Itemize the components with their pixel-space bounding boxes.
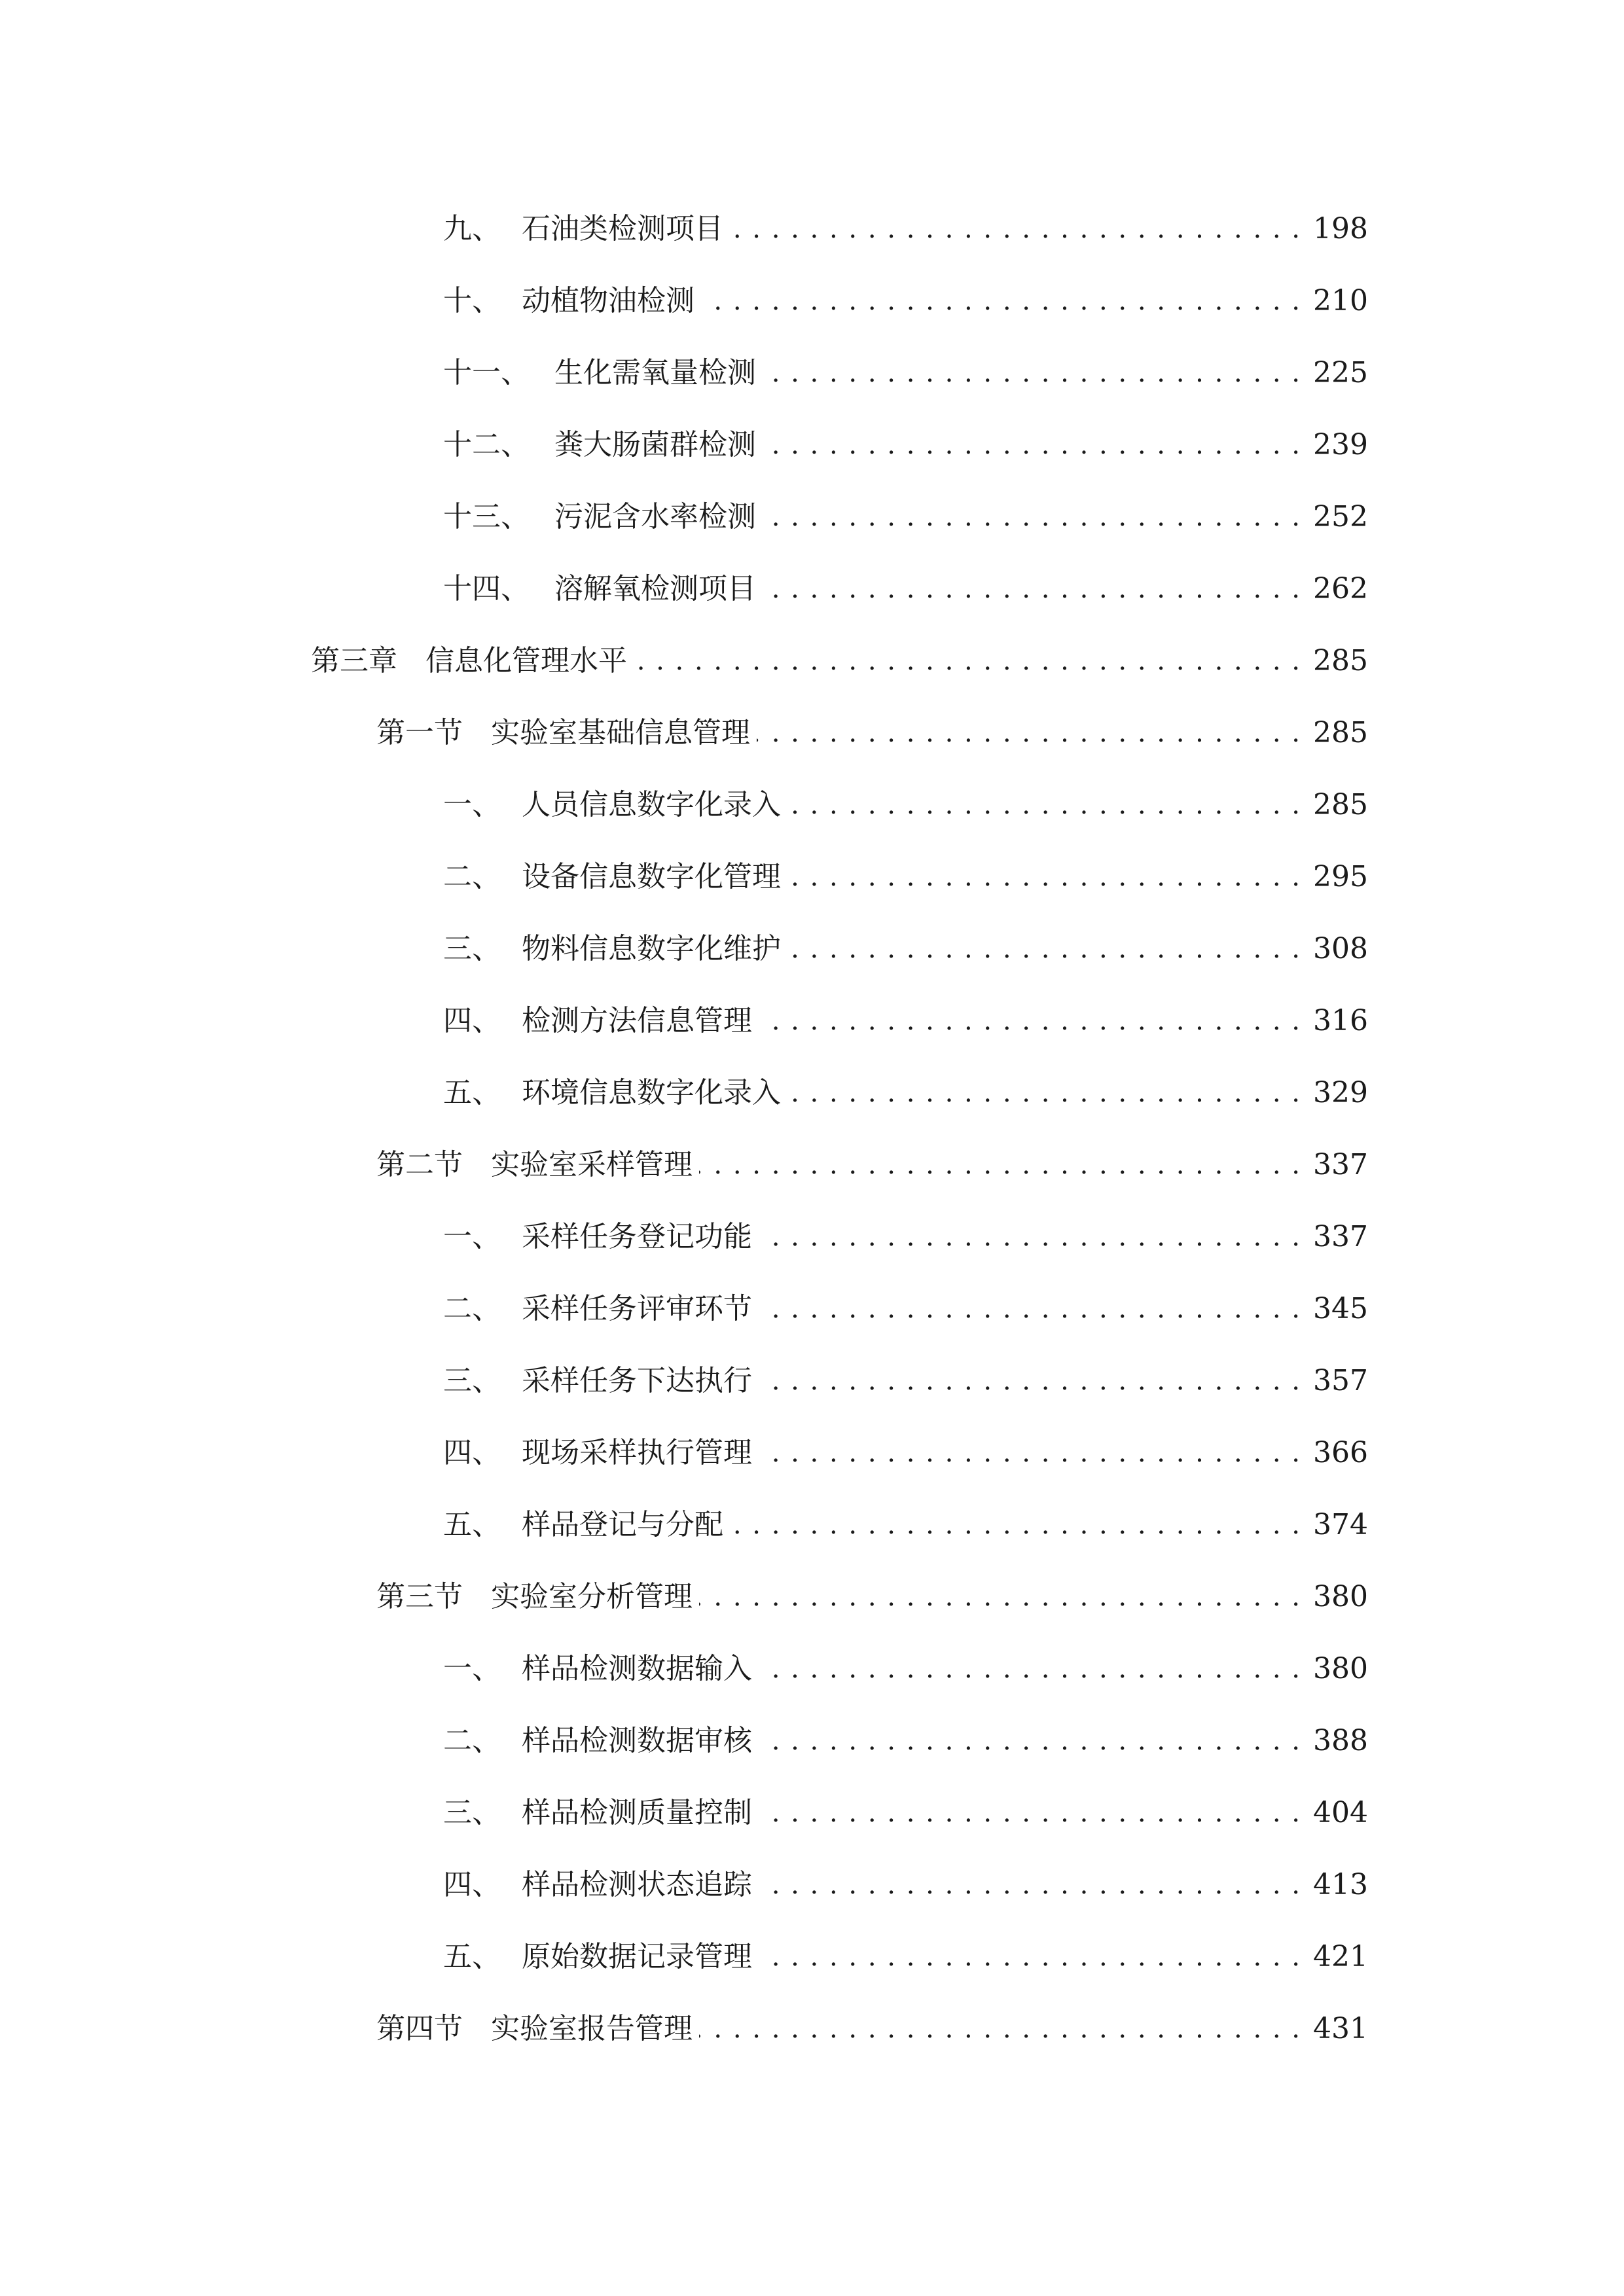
toc-entry-title: 实验室报告管理 [491, 2012, 693, 2045]
toc-entry-title: 样品检测数据审核 [522, 1724, 752, 1757]
toc-section-entry[interactable] [376, 1139, 1368, 1191]
toc-entry-title: 物料信息数字化维护 [522, 932, 781, 965]
toc-entry[interactable] [443, 1283, 1368, 1335]
toc-entry-page: 380 [1313, 1652, 1368, 1685]
toc-entry-number: 二、 [443, 860, 501, 893]
toc-entry-page: 285 [1313, 644, 1368, 677]
toc-entry-page: 285 [1313, 788, 1368, 821]
toc-entry-title: 信息化管理水平 [425, 644, 627, 677]
toc-entry-title: 设备信息数字化管理 [522, 860, 781, 893]
toc-entry-number: 十、 [443, 284, 501, 317]
toc-entry-number: 三、 [443, 1364, 501, 1397]
toc-entry-number: 五、 [443, 1508, 501, 1541]
toc-entry-page: 210 [1313, 284, 1368, 317]
toc-entry-number: 三、 [443, 1796, 501, 1829]
dot-leader [759, 1283, 1301, 1335]
toc-entry[interactable] [443, 1643, 1368, 1695]
toc-entry-title: 检测方法信息管理 [522, 1004, 752, 1037]
toc-entry-page: 388 [1313, 1724, 1368, 1757]
dot-leader [759, 1211, 1301, 1263]
toc-entry-page: 252 [1313, 500, 1368, 533]
dot-leader [759, 1355, 1301, 1407]
dot-leader [787, 1067, 1301, 1119]
toc-entry[interactable] [443, 419, 1368, 471]
toc-entry-title: 生化需氧量检测 [554, 356, 756, 389]
toc-entry-number: 第三章 [311, 644, 397, 677]
toc-entry-page: 225 [1313, 356, 1368, 389]
toc-entry-number: 五、 [443, 1940, 501, 1973]
toc-entry[interactable] [443, 1067, 1368, 1119]
toc-section-entry[interactable] [376, 2003, 1368, 2055]
toc-entry[interactable] [443, 851, 1368, 903]
dot-leader [759, 1931, 1301, 1983]
dot-leader [763, 491, 1301, 543]
toc-entry[interactable] [443, 1859, 1368, 1911]
dot-leader [759, 1643, 1301, 1695]
toc-entry-title: 污泥含水率检测 [554, 500, 756, 533]
toc-entry-number: 第二节 [376, 1148, 463, 1181]
toc-entry-number: 三、 [443, 932, 501, 965]
toc-entry-page: 316 [1313, 1004, 1368, 1037]
toc-entry-title: 实验室基础信息管理 [491, 716, 750, 749]
toc-entry-page: 431 [1313, 2012, 1368, 2045]
toc-entry-page: 421 [1313, 1940, 1368, 1973]
dot-leader [787, 779, 1301, 831]
dot-leader [759, 1787, 1301, 1839]
toc-section-entry[interactable] [376, 1571, 1368, 1623]
toc-entry-page: 374 [1313, 1508, 1368, 1541]
dot-leader [759, 1859, 1301, 1911]
toc-entry[interactable] [443, 1931, 1368, 1983]
toc-entry-page: 345 [1313, 1292, 1368, 1325]
dot-leader [763, 563, 1301, 615]
toc-entry-title: 采样任务下达执行 [522, 1364, 752, 1397]
toc-entry-page: 308 [1313, 932, 1368, 965]
dot-leader [787, 851, 1301, 903]
toc-entry-page: 239 [1313, 428, 1368, 461]
toc-entry-page: 329 [1313, 1076, 1368, 1109]
toc-entry[interactable] [443, 779, 1368, 831]
toc-entry[interactable] [443, 1715, 1368, 1767]
toc-section-entry[interactable] [376, 707, 1368, 759]
toc-entry[interactable] [443, 563, 1368, 615]
toc-entry-title: 现场采样执行管理 [522, 1436, 752, 1469]
toc-entry-number: 四、 [443, 1868, 501, 1901]
toc-entry-title: 采样任务评审环节 [522, 1292, 752, 1325]
toc-entry[interactable] [443, 203, 1368, 255]
toc-entry-number: 二、 [443, 1292, 501, 1325]
toc-entry-title: 粪大肠菌群检测 [554, 428, 756, 461]
toc-entry[interactable] [443, 1787, 1368, 1839]
toc-entry-title: 人员信息数字化录入 [522, 788, 781, 821]
toc-entry-title: 采样任务登记功能 [522, 1220, 752, 1253]
toc-entry[interactable] [443, 1427, 1368, 1479]
toc-entry-number: 十二、 [443, 428, 530, 461]
toc-entry-page: 262 [1313, 572, 1368, 605]
toc-entry-title: 石油类检测项目 [522, 212, 723, 245]
dot-leader [763, 419, 1301, 471]
toc-entry[interactable] [443, 347, 1368, 399]
toc-entry[interactable] [443, 995, 1368, 1047]
toc-entry-title: 实验室采样管理 [491, 1148, 693, 1181]
dot-leader [763, 347, 1301, 399]
dot-leader [699, 1571, 1301, 1623]
dot-leader [699, 2003, 1301, 2055]
toc-entry-page: 285 [1313, 716, 1368, 749]
dot-leader [699, 1139, 1301, 1191]
toc-entry-page: 366 [1313, 1436, 1368, 1469]
toc-entry-title: 溶解氧检测项目 [554, 572, 756, 605]
dot-leader [759, 1715, 1301, 1767]
dot-leader [759, 1427, 1301, 1479]
toc-entry[interactable] [443, 1211, 1368, 1263]
toc-entry-title: 动植物油检测 [522, 284, 695, 317]
toc-entry-number: 第四节 [376, 2012, 463, 2045]
toc-chapter-entry[interactable] [311, 635, 1368, 687]
toc-entry-page: 337 [1313, 1148, 1368, 1181]
dot-leader [759, 995, 1301, 1047]
toc-entry-title: 实验室分析管理 [491, 1580, 693, 1613]
toc-entry-page: 380 [1313, 1580, 1368, 1613]
toc-entry-page: 198 [1313, 212, 1368, 245]
toc-entry-number: 二、 [443, 1724, 501, 1757]
toc-entry-number: 一、 [443, 788, 501, 821]
toc-entry-title: 样品登记与分配 [522, 1508, 723, 1541]
toc-entry-number: 五、 [443, 1076, 501, 1109]
dot-leader [701, 275, 1301, 327]
toc-entry-page: 337 [1313, 1220, 1368, 1253]
dot-leader [634, 635, 1301, 687]
toc-entry-title: 样品检测数据输入 [522, 1652, 752, 1685]
toc-entry-title: 样品检测质量控制 [522, 1796, 752, 1829]
toc-entry-page: 404 [1313, 1796, 1368, 1829]
dot-leader [730, 203, 1301, 255]
toc-entry-title: 环境信息数字化录入 [522, 1076, 781, 1109]
dot-leader [787, 923, 1301, 975]
dot-leader [757, 707, 1301, 759]
toc-entry-number: 九、 [443, 212, 501, 245]
toc-entry-number: 第三节 [376, 1580, 463, 1613]
toc-entry-number: 四、 [443, 1004, 501, 1037]
toc-entry-page: 295 [1313, 860, 1368, 893]
toc-entry-number: 十一、 [443, 356, 530, 389]
toc-entry-page: 413 [1313, 1868, 1368, 1901]
toc-entry[interactable] [443, 275, 1368, 327]
toc-entry-number: 一、 [443, 1220, 501, 1253]
toc-entry-number: 十四、 [443, 572, 530, 605]
toc-entry-number: 十三、 [443, 500, 530, 533]
toc-entry-number: 四、 [443, 1436, 501, 1469]
toc-entry-page: 357 [1313, 1364, 1368, 1397]
toc-entry-number: 第一节 [376, 716, 463, 749]
toc-entry[interactable] [443, 1355, 1368, 1407]
toc-entry[interactable] [443, 923, 1368, 975]
toc-entry-title: 原始数据记录管理 [522, 1940, 752, 1973]
toc-entry[interactable] [443, 1499, 1368, 1551]
dot-leader [730, 1499, 1301, 1551]
toc-entry-title: 样品检测状态追踪 [522, 1868, 752, 1901]
toc-entry-number: 一、 [443, 1652, 501, 1685]
toc-entry[interactable] [443, 491, 1368, 543]
